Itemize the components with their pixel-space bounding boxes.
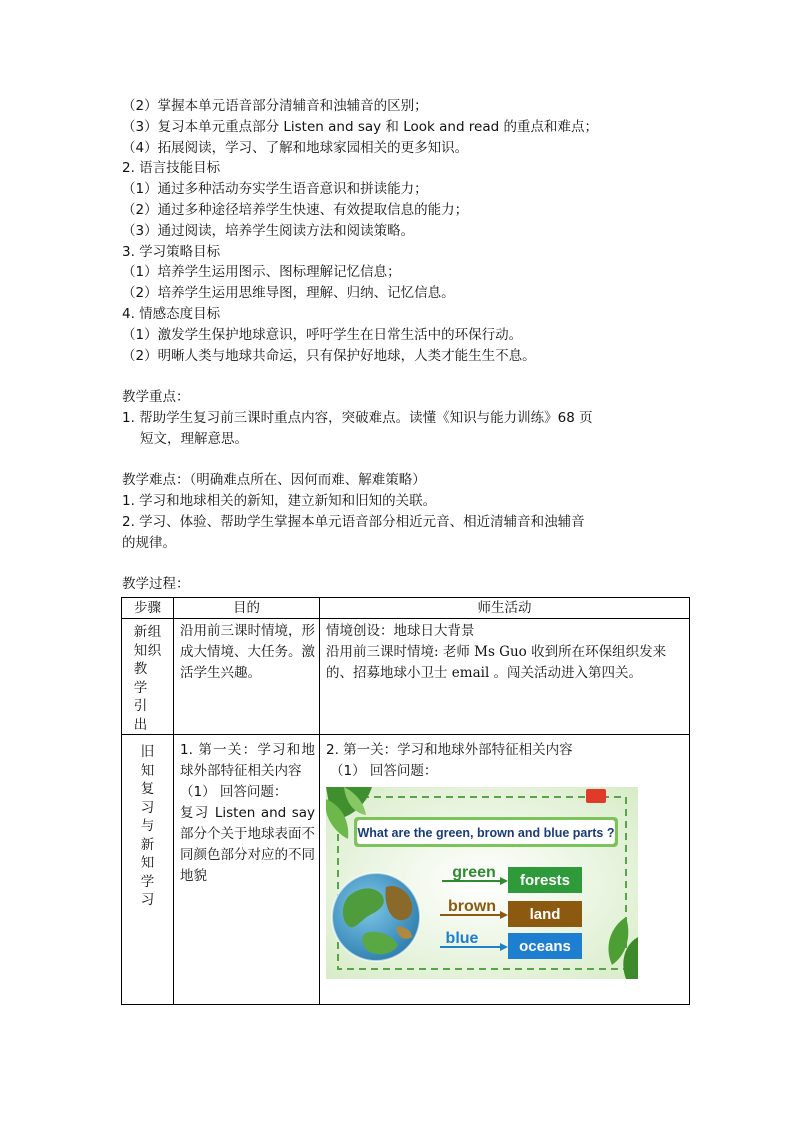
table-row xyxy=(122,619,690,735)
document-body xyxy=(122,96,692,595)
objective-line: （1）培养学生运用图示、图标理解记忆信息； xyxy=(122,264,401,281)
color-label-blue: blue xyxy=(445,930,479,947)
activity-cell xyxy=(320,735,690,1005)
objective-line: （3）通过阅读，培养学生阅读方法和阅读策略。 xyxy=(122,222,415,239)
process-heading: 教学过程： xyxy=(122,576,190,593)
term-forests: forests xyxy=(519,872,571,889)
column-header-goal: 目的 xyxy=(174,598,320,619)
objective-line: （4）拓展阅读，学习、了解和地球家园相关的更多知识。 xyxy=(122,139,469,156)
difficulty-item-continuation: 的规律。 xyxy=(122,534,176,551)
goal-cell xyxy=(174,619,320,735)
objective-heading: 2. 语言技能目标 xyxy=(122,160,221,177)
objective-line: （2）通过多种途径培养学生快速、有效提取信息的能力； xyxy=(122,201,469,218)
activity-cell xyxy=(320,619,690,735)
column-header-activity: 师生活动 xyxy=(320,598,690,619)
table-row xyxy=(122,735,690,1005)
objective-line: （1）通过多种活动夯实学生语音意识和拼读能力； xyxy=(122,181,428,198)
table-header-row xyxy=(122,598,690,619)
question-banner xyxy=(354,817,618,847)
goal-title: 1. 第一关：学习和地球外部特征相关内容 xyxy=(180,742,315,779)
objective-heading: 4. 情感态度目标 xyxy=(122,305,221,322)
objective-line: （3）复习本单元重点部分 Listen and say 和 Look and read 的重点和难点； xyxy=(122,118,598,135)
key-point-item: 1. 帮助学生复习前三课时重点内容，突破难点。读懂《知识与能力训练》68 页 xyxy=(122,409,593,426)
publisher-logo-icon xyxy=(586,789,606,803)
objective-line: （2）培养学生运用思维导图，理解、归纳、记忆信息。 xyxy=(122,285,455,302)
goal-cell xyxy=(174,735,320,1005)
term-oceans: oceans xyxy=(519,938,571,955)
activity-subtitle: （1） 回答问题： xyxy=(330,763,438,779)
color-label-green: green xyxy=(452,864,496,881)
key-point-item-continuation: 短文，理解意思。 xyxy=(140,430,248,447)
goal-subtitle: （1） 回答问题： xyxy=(180,784,288,800)
difficulties-heading: 教学难点：（明确难点所在、因何而难、解难策略） xyxy=(122,472,426,489)
earth-globe-icon xyxy=(332,873,420,961)
step-label-vertical: 旧知复习与新知学习 xyxy=(140,744,155,908)
goal-text: 复习 Listen and say 部分个关于地球表面不同颜色部分对应的不同地貌 xyxy=(180,805,315,884)
step-label-vertical-secondary: 组织 xyxy=(147,624,162,659)
activity-title: 情境创设：地球日大背景 xyxy=(326,623,475,639)
objective-line: （2）掌握本单元语音部分清辅音和浊辅音的区别； xyxy=(122,98,428,114)
objective-line: （2）明晰人类与地球共命运，只有保护好地球，人类才能生生不息。 xyxy=(122,347,536,364)
column-header-step: 步骤 xyxy=(122,598,174,619)
objective-line: （1）激发学生保护地球意识，呼吁学生在日常生活中的环保行动。 xyxy=(122,326,523,343)
activity-title: 2. 第一关：学习和地球外部特征相关内容 xyxy=(326,742,573,758)
term-land: land xyxy=(529,906,561,923)
step-cell xyxy=(122,619,174,735)
color-label-brown: brown xyxy=(448,898,496,915)
activity-text: 沿用前三课时情境: 老师 Ms Guo 收到所在环保组织发来的、招募地球小卫士 email 。闯关活动进入第四关。 xyxy=(326,644,667,681)
lesson-slide-image xyxy=(326,787,638,979)
slide-question: What are the green, brown and blue parts ? xyxy=(357,826,615,840)
key-points-heading: 教学重点： xyxy=(122,389,190,406)
difficulty-item: 1. 学习和地球相关的新知，建立新知和旧知的关联。 xyxy=(122,493,437,510)
step-cell xyxy=(122,735,174,1005)
step-label-vertical: 新知教学引出 xyxy=(133,624,148,733)
objective-heading: 3. 学习策略目标 xyxy=(122,243,221,260)
goal-text: 沿用前三课时情境，形成大情境、大任务。激活学生兴趣。 xyxy=(180,623,315,681)
difficulty-item: 2. 学习、体验、帮助学生掌握本单元语音部分相近元音、相近清辅音和浊辅音 xyxy=(122,513,585,530)
teaching-process-table xyxy=(121,597,690,1005)
